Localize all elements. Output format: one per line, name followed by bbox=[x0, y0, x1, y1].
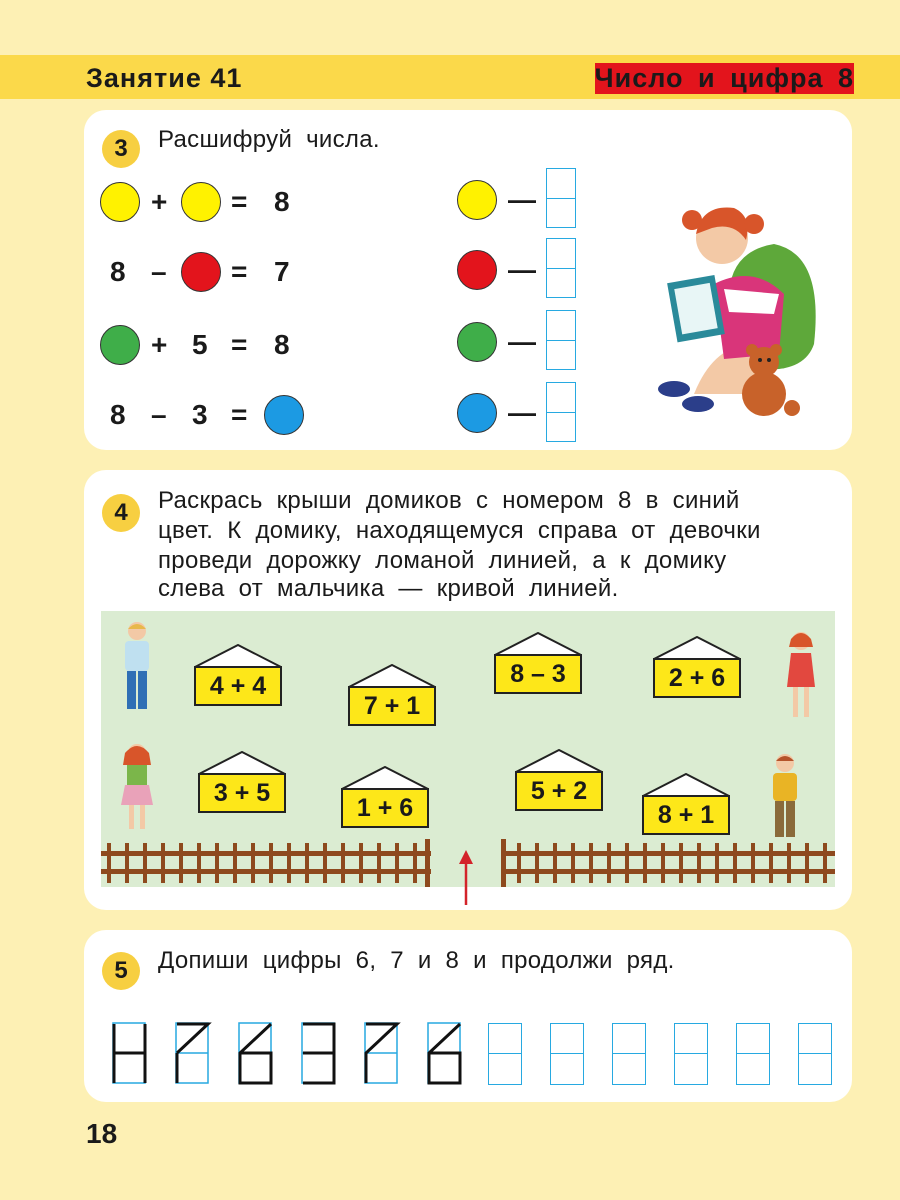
dash: — bbox=[508, 184, 536, 215]
lesson-title: Занятие 41 bbox=[86, 63, 243, 93]
house-label: 8 + 1 bbox=[642, 795, 730, 835]
red-circle bbox=[181, 252, 221, 292]
fence-left bbox=[101, 839, 431, 887]
task-text-line: цвет. К домику, находящемуся справа от девочки bbox=[158, 517, 761, 544]
house-label: 2 + 6 bbox=[653, 658, 741, 698]
operator: – bbox=[151, 256, 167, 287]
answer-cell[interactable] bbox=[546, 168, 576, 228]
dash: — bbox=[508, 254, 536, 285]
house-roof[interactable] bbox=[194, 644, 282, 668]
green-circle bbox=[457, 322, 497, 362]
task-text: Допиши цифры 6, 7 и 8 и продолжи ряд. bbox=[158, 947, 675, 974]
house-label: 4 + 4 bbox=[194, 666, 282, 706]
operand: 8 bbox=[110, 256, 126, 287]
house-label: 3 + 5 bbox=[198, 773, 286, 813]
girl-figure bbox=[781, 629, 821, 724]
green-circle bbox=[100, 325, 140, 365]
practice-cell[interactable] bbox=[612, 1023, 646, 1085]
task-text-line: слева от мальчика — кривой линией. bbox=[158, 575, 619, 602]
result: 7 bbox=[274, 256, 290, 287]
house-label: 7 + 1 bbox=[348, 686, 436, 726]
boy-figure bbox=[765, 751, 805, 841]
equals-sign: = bbox=[231, 256, 248, 287]
practice-cell[interactable] bbox=[674, 1023, 708, 1085]
boy-figure bbox=[117, 619, 157, 714]
equals-sign: = bbox=[231, 186, 248, 217]
operator: + bbox=[151, 186, 168, 217]
task-text-line: проведи дорожку ломаной линией, а к домику bbox=[158, 547, 727, 574]
practice-cell[interactable] bbox=[798, 1023, 832, 1085]
houses-scene bbox=[101, 611, 835, 887]
operand: 3 bbox=[192, 399, 208, 430]
dash: — bbox=[508, 326, 536, 357]
house-roof[interactable] bbox=[198, 751, 286, 775]
yellow-circle bbox=[181, 182, 221, 222]
digit-sample-row bbox=[110, 1020, 470, 1088]
operator: – bbox=[151, 399, 167, 430]
task-number: 5 bbox=[102, 952, 140, 990]
arrow-up-icon bbox=[457, 850, 475, 906]
task-text-line: Раскрась крыши домиков с номером 8 в синий bbox=[158, 487, 740, 514]
yellow-circle bbox=[457, 180, 497, 220]
house-roof[interactable] bbox=[494, 632, 582, 656]
house-label: 1 + 6 bbox=[341, 788, 429, 828]
practice-cell[interactable] bbox=[550, 1023, 584, 1085]
task-number: 4 bbox=[102, 494, 140, 532]
practice-cell[interactable] bbox=[488, 1023, 522, 1085]
house-roof[interactable] bbox=[653, 636, 741, 660]
answer-cell[interactable] bbox=[546, 238, 576, 298]
operand: 5 bbox=[192, 329, 208, 360]
operand: 8 bbox=[110, 399, 126, 430]
practice-cell[interactable] bbox=[736, 1023, 770, 1085]
yellow-circle bbox=[100, 182, 140, 222]
house-roof[interactable] bbox=[341, 766, 429, 790]
equals-sign: = bbox=[231, 399, 248, 430]
answer-cell[interactable] bbox=[546, 310, 576, 370]
house-label: 8 – 3 bbox=[494, 654, 582, 694]
task-3-card bbox=[84, 110, 852, 450]
girl-reading-illustration bbox=[654, 194, 834, 434]
equals-sign: = bbox=[231, 329, 248, 360]
operator: + bbox=[151, 329, 168, 360]
house-label: 5 + 2 bbox=[515, 771, 603, 811]
answer-cell[interactable] bbox=[546, 382, 576, 442]
girl-figure bbox=[115, 741, 159, 836]
task-text: Расшифруй числа. bbox=[158, 126, 380, 153]
result: 8 bbox=[274, 186, 290, 217]
fence-right bbox=[501, 839, 835, 887]
house-roof[interactable] bbox=[642, 773, 730, 797]
red-circle bbox=[457, 250, 497, 290]
lesson-topic: Число и цифра 8 bbox=[594, 63, 854, 93]
house-roof[interactable] bbox=[348, 664, 436, 688]
result: 8 bbox=[274, 329, 290, 360]
page-number: 18 bbox=[86, 1118, 118, 1149]
task-number: 3 bbox=[102, 130, 140, 168]
lesson-header bbox=[0, 55, 900, 99]
blue-circle bbox=[264, 395, 304, 435]
house-roof[interactable] bbox=[515, 749, 603, 773]
blue-circle bbox=[457, 393, 497, 433]
dash: — bbox=[508, 397, 536, 428]
